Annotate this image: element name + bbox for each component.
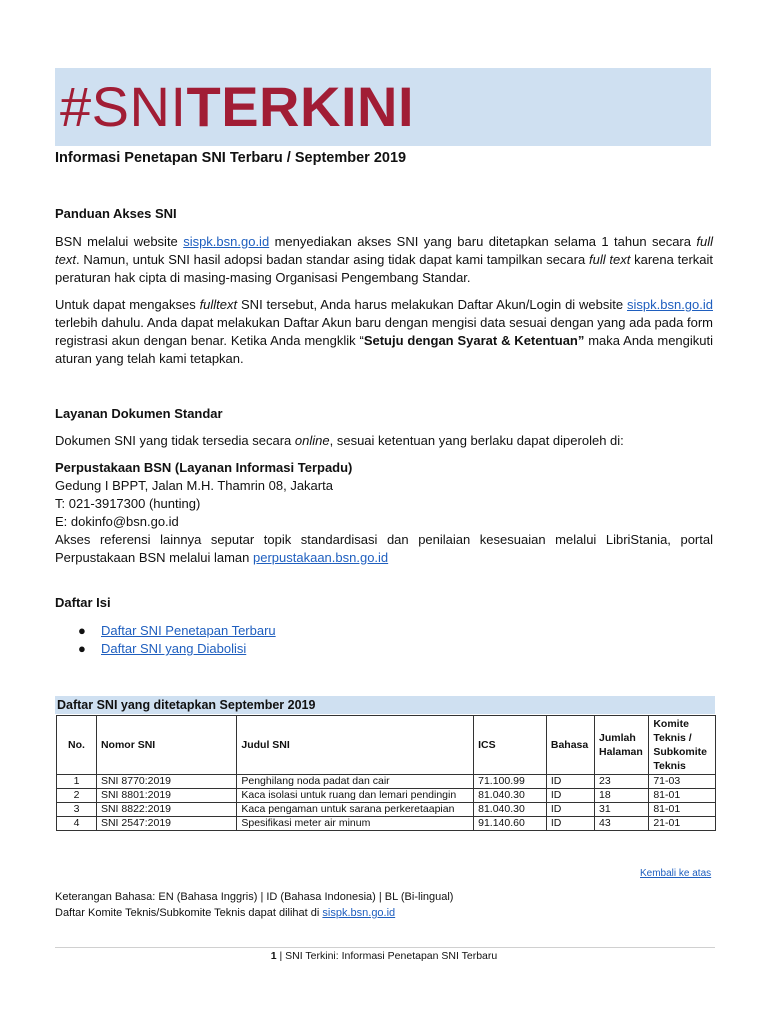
reference-paragraph bbox=[55, 531, 713, 567]
bullet-icon: ● bbox=[78, 641, 86, 656]
cell-nomor: SNI 8801:2019 bbox=[96, 789, 236, 803]
heading-panduan: Panduan Akses SNI bbox=[55, 206, 177, 221]
library-phone: T: 021-3917300 (hunting) bbox=[55, 496, 201, 511]
cell-no: 2 bbox=[57, 789, 97, 803]
language-note: Keterangan Bahasa: EN (Bahasa Inggris) | ID (Bahasa Indonesia) | BL (Bi-lingual) bbox=[55, 891, 454, 903]
cell-no: 4 bbox=[57, 817, 97, 831]
table-row bbox=[57, 817, 716, 831]
perpustakaan-link[interactable]: perpustakaan.bsn.go.id bbox=[253, 550, 389, 565]
cell-no: 3 bbox=[57, 803, 97, 817]
p1-text-a: BSN melalui website bbox=[55, 234, 184, 249]
cell-halaman: 43 bbox=[595, 817, 649, 831]
cell-judul: Kaca pengaman untuk sarana perkeretaapian bbox=[237, 803, 474, 817]
library-name: Perpustakaan BSN (Layanan Informasi Terpadu) bbox=[55, 460, 353, 475]
table-row bbox=[57, 803, 716, 817]
cell-bahasa: ID bbox=[546, 789, 594, 803]
toc-link-diabolisi[interactable]: Daftar SNI yang Diabolisi bbox=[101, 641, 247, 656]
cell-bahasa: ID bbox=[546, 803, 594, 817]
cell-komite: 21-01 bbox=[649, 817, 716, 831]
p2-text-b: SNI tersebut, Anda harus melakukan Daftar Akun/Login di website bbox=[237, 297, 627, 312]
banner-title-bold: TERKINI bbox=[186, 75, 414, 138]
banner-title bbox=[60, 72, 414, 142]
cell-no: 1 bbox=[57, 775, 97, 789]
reference-text: Akses referensi lainnya seputar topik standardisasi dan penilaian kesesuaian melalui LibriStania, portal Perpustakaan BSN melalui laman bbox=[55, 532, 713, 565]
col-header-judul: Judul SNI bbox=[237, 716, 474, 775]
table-caption: Daftar SNI yang ditetapkan September 2019 bbox=[55, 696, 715, 714]
p2-text-d: maka Anda mengikuti aturan yang telah kami tetapkan. bbox=[55, 333, 714, 366]
col-header-no: No. bbox=[57, 716, 97, 775]
komite-sispk-link[interactable]: sispk.bsn.go.id bbox=[322, 907, 396, 919]
table-row bbox=[57, 775, 716, 789]
library-email: E: dokinfo@bsn.go.id bbox=[55, 514, 179, 529]
cell-halaman: 18 bbox=[595, 789, 649, 803]
komite-note-text: Daftar Komite Teknis/Subkomite Teknis dapat dilihat di bbox=[55, 907, 323, 919]
col-header-ics: ICS bbox=[474, 716, 547, 775]
p2-bold: Setuju dengan Syarat & Ketentuan” bbox=[363, 333, 585, 348]
p1-text-d: karena terkait peraturan hak cipta di masing-masing Organisasi Pengembang Standar. bbox=[55, 252, 714, 285]
p1-text-c: . Namun, untuk SNI hasil adopsi badan standar asing tidak dapat kami tampilkan secara bbox=[75, 252, 589, 267]
footer-divider bbox=[55, 947, 715, 948]
cell-ics: 81.040.30 bbox=[474, 803, 547, 817]
banner-title-light: #SNI bbox=[60, 75, 187, 138]
bullet-icon: ● bbox=[78, 623, 86, 638]
cell-judul: Penghilang noda padat dan cair bbox=[237, 775, 474, 789]
layanan-intro-b: , sesuai ketentuan yang berlaku dapat diperoleh di: bbox=[329, 433, 624, 448]
page-footer bbox=[0, 950, 768, 962]
cell-komite: 71-03 bbox=[649, 775, 716, 789]
p1-italic-2: full text bbox=[588, 252, 631, 267]
layanan-intro-a: Dokumen SNI yang tidak tersedia secara bbox=[55, 433, 295, 448]
title-banner bbox=[55, 68, 711, 146]
panduan-paragraph-2 bbox=[55, 296, 713, 368]
col-header-bahasa: Bahasa bbox=[546, 716, 594, 775]
sni-table bbox=[56, 715, 716, 831]
cell-komite: 81-01 bbox=[649, 803, 716, 817]
cell-bahasa: ID bbox=[546, 817, 594, 831]
cell-nomor: SNI 8822:2019 bbox=[96, 803, 236, 817]
p1-italic-1: full text bbox=[55, 234, 714, 267]
heading-layanan: Layanan Dokumen Standar bbox=[55, 406, 223, 421]
page-subtitle: Informasi Penetapan SNI Terbaru / September 2019 bbox=[55, 150, 407, 166]
p2-text-c: terlebih dahulu. Anda dapat melakukan Daftar Akun baru dengan mengisi data sesuai dengan yang ada pada form registrasi akun dengan benar. Ketika Anda mengklik “ bbox=[55, 315, 713, 348]
col-header-komite: Komite Teknis / Subkomite Teknis bbox=[649, 716, 716, 775]
cell-ics: 71.100.99 bbox=[474, 775, 547, 789]
toc-link-penetapan[interactable]: Daftar SNI Penetapan Terbaru bbox=[101, 623, 276, 638]
cell-ics: 91.140.60 bbox=[474, 817, 547, 831]
cell-ics: 81.040.30 bbox=[474, 789, 547, 803]
p1-text-b: menyediakan akses SNI yang baru ditetapkan selama 1 tahun secara bbox=[269, 234, 697, 249]
footer-text: | SNI Terkini: Informasi Penetapan SNI Terbaru bbox=[276, 950, 498, 962]
page-number: 1 bbox=[270, 950, 277, 962]
table-row bbox=[57, 789, 716, 803]
library-address: Gedung I BPPT, Jalan M.H. Thamrin 08, Jakarta bbox=[55, 478, 333, 493]
back-to-top-link[interactable]: Kembali ke atas bbox=[640, 868, 712, 879]
cell-nomor: SNI 2547:2019 bbox=[96, 817, 236, 831]
layanan-intro bbox=[55, 432, 624, 450]
heading-daftar-isi: Daftar Isi bbox=[55, 595, 111, 610]
cell-judul: Spesifikasi meter air minum bbox=[237, 817, 474, 831]
layanan-intro-italic: online bbox=[294, 433, 330, 448]
komite-note bbox=[55, 906, 395, 921]
p2-text-a: Untuk dapat mengakses bbox=[55, 297, 200, 312]
cell-halaman: 23 bbox=[595, 775, 649, 789]
cell-nomor: SNI 8770:2019 bbox=[96, 775, 236, 789]
sispk-link-2[interactable]: sispk.bsn.go.id bbox=[627, 297, 713, 312]
cell-komite: 81-01 bbox=[649, 789, 716, 803]
cell-bahasa: ID bbox=[546, 775, 594, 789]
table-header-row bbox=[57, 716, 716, 775]
cell-judul: Kaca isolasi untuk ruang dan lemari pendingin bbox=[237, 789, 474, 803]
cell-halaman: 31 bbox=[595, 803, 649, 817]
col-header-nomor: Nomor SNI bbox=[96, 716, 236, 775]
p2-italic: fulltext bbox=[199, 297, 238, 312]
col-header-halaman: Jumlah Halaman bbox=[595, 716, 649, 775]
panduan-paragraph-1 bbox=[55, 233, 713, 287]
sispk-link[interactable]: sispk.bsn.go.id bbox=[183, 234, 270, 249]
